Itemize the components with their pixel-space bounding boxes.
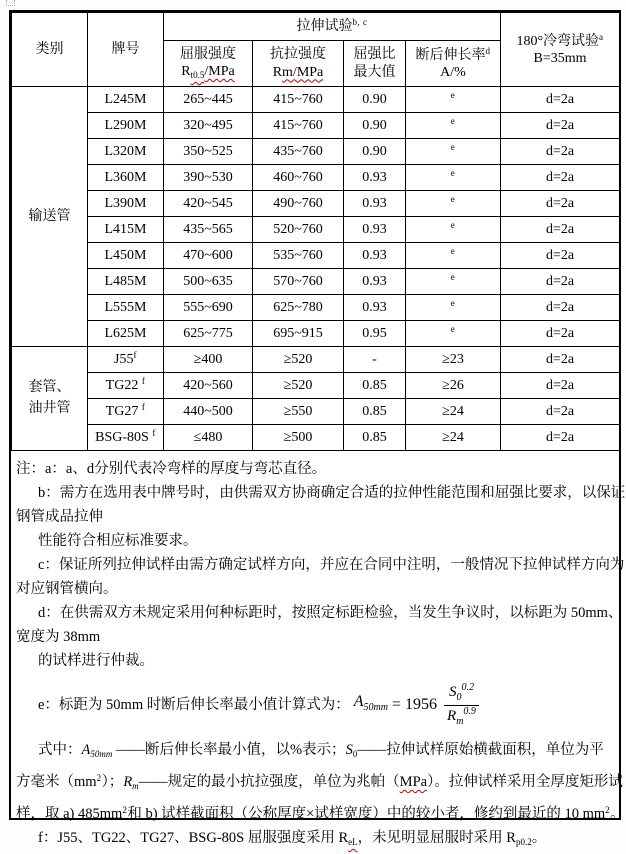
table-row bbox=[12, 87, 620, 113]
header-grade: 牌号 bbox=[88, 13, 164, 87]
category-cell-casing-oil-well-pipe: 套管、 油井管 bbox=[12, 347, 88, 451]
tensile-cell: 415~760 bbox=[253, 113, 344, 139]
tensile-cell: 415~760 bbox=[253, 87, 344, 113]
table-row bbox=[12, 165, 620, 191]
note-a: 注：a：a、d分别代表冷弯样的厚度与弯芯直径。 bbox=[16, 461, 327, 477]
bend-cell: d=2a bbox=[501, 87, 620, 113]
tensile-group-label: 拉伸试验 bbox=[296, 19, 353, 35]
ratio-cell: 0.93 bbox=[344, 269, 406, 295]
bend-cell: d=2a bbox=[501, 399, 620, 425]
bend-cell: d=2a bbox=[501, 139, 620, 165]
formula-denominator: $R_m^{0.9}$ bbox=[447, 705, 476, 727]
note-b-cont2: 性能符合相应标准要求。 bbox=[38, 533, 198, 549]
bend-cell: d=2a bbox=[501, 269, 620, 295]
grade-cell: L320M bbox=[88, 139, 164, 165]
bend-cell: d=2a bbox=[501, 217, 620, 243]
table-row bbox=[12, 217, 620, 243]
ratio-cell: 0.93 bbox=[344, 165, 406, 191]
elongation-cell: e bbox=[406, 139, 501, 165]
elongation-cell: ≥24 bbox=[406, 425, 501, 451]
grade-cell: L245M bbox=[88, 87, 164, 113]
ratio-cell: 0.93 bbox=[344, 295, 406, 321]
ratio-cell: 0.90 bbox=[344, 113, 406, 139]
grade-cell: L360M bbox=[88, 165, 164, 191]
tensile-cell: 520~760 bbox=[253, 217, 344, 243]
elongation-cell: ≥24 bbox=[406, 399, 501, 425]
bend-cell: d=2a bbox=[501, 425, 620, 451]
table-row bbox=[12, 113, 620, 139]
bend-cell: d=2a bbox=[501, 113, 620, 139]
table-row bbox=[12, 425, 620, 451]
elongation-cell: ≥23 bbox=[406, 347, 501, 373]
tensile-cell: 435~760 bbox=[253, 139, 344, 165]
note-d: d：在供需双方未规定采用何种标距时，按照定标距检验，当发生争议时，以标距为 50mm、 bbox=[38, 605, 623, 621]
yield-ratio-subtitle: 最大值 bbox=[353, 64, 396, 80]
formula-numerator: $S_0^{0.2}$ bbox=[444, 683, 479, 706]
tensile-cell: ≥550 bbox=[253, 399, 344, 425]
formula-fraction bbox=[444, 683, 479, 727]
bend-cell: d=2a bbox=[501, 347, 620, 373]
note-formula-legend-cont: 方毫米$(mm^2)$；$R_m——$规定的最小抗拉强度，单位为兆帕（MPa）。拉伸试样采用全厚度矩形试 bbox=[16, 773, 623, 791]
table-row bbox=[12, 139, 620, 165]
header-yield-ratio bbox=[344, 41, 406, 87]
elongation-cell: e bbox=[406, 113, 501, 139]
grade-cell: J55$^f$ bbox=[88, 347, 164, 373]
tensile-strength-title: 抗拉强度 bbox=[270, 47, 326, 62]
formula-equals: = 1956 bbox=[391, 696, 438, 713]
note-f: f：J55、TG22、TG27、BSG-80S 屈服强度采用 $R_{eL}$，未见明显屈服时采用 $R_{p0.2}$。 bbox=[38, 830, 547, 847]
category-cell-transport-pipe: 输送管 bbox=[12, 87, 88, 347]
yield-cell: 500~635 bbox=[164, 269, 253, 295]
ratio-cell: 0.90 bbox=[344, 139, 406, 165]
tensile-cell: 535~760 bbox=[253, 243, 344, 269]
elongation-cell: e bbox=[406, 295, 501, 321]
yield-strength-symbol: $R_{t0.5}$/MPa bbox=[181, 64, 235, 81]
grade-cell: L290M bbox=[88, 113, 164, 139]
table-row bbox=[12, 243, 620, 269]
ratio-cell: 0.93 bbox=[344, 191, 406, 217]
yield-cell: 420~545 bbox=[164, 191, 253, 217]
elongation-title: 断后伸长率$^d$ bbox=[415, 45, 491, 63]
yield-cell: 420~560 bbox=[164, 373, 253, 399]
bend-cell: d=2a bbox=[501, 243, 620, 269]
note-formula-legend-cont2: 样，取 a) $485mm^2$和 b) 试样截面积（公称厚度×试样宽度）中的较小者，修约到最近的 10 $mm^2$。 bbox=[16, 805, 625, 822]
formula-lhs: $A_{50mm}$ bbox=[353, 693, 388, 713]
grade-cell: L485M bbox=[88, 269, 164, 295]
yield-cell: 440~500 bbox=[164, 399, 253, 425]
elongation-formula bbox=[354, 683, 479, 727]
note-d-cont: 宽度为 38mm bbox=[16, 629, 101, 645]
formula-prefix: e：标距为 50mm 时断后伸长率最小值计算式为： bbox=[38, 697, 350, 713]
header-tensile-strength bbox=[253, 41, 344, 87]
yield-cell: 625~775 bbox=[164, 321, 253, 347]
grade-cell: L390M bbox=[88, 191, 164, 217]
page-corner-artifact bbox=[6, 0, 15, 6]
ratio-cell: 0.85 bbox=[344, 399, 406, 425]
ratio-cell: - bbox=[344, 347, 406, 373]
header-elongation bbox=[406, 41, 501, 87]
grade-cell: L555M bbox=[88, 295, 164, 321]
table-row bbox=[12, 399, 620, 425]
cold-bend-title: 180°冷弯试验$^a$ bbox=[516, 31, 604, 49]
header-category: 类别 bbox=[12, 13, 88, 87]
ratio-cell: 0.85 bbox=[344, 373, 406, 399]
elongation-cell: e bbox=[406, 243, 501, 269]
yield-cell: 555~690 bbox=[164, 295, 253, 321]
pipe-spec-table bbox=[11, 12, 620, 451]
elongation-cell: e bbox=[406, 165, 501, 191]
note-d-cont2: 的试样进行仲裁。 bbox=[38, 653, 154, 669]
note-b: b：需方在选用表中牌号时，由供需双方协商确定合适的拉伸性能范围和屈强比要求，以保证 bbox=[38, 485, 626, 501]
note-e-formula bbox=[16, 680, 613, 730]
footnotes-section bbox=[11, 451, 626, 854]
elongation-symbol: A/% bbox=[440, 65, 466, 80]
yield-cell: 470~600 bbox=[164, 243, 253, 269]
note-b-cont: 钢管成品拉伸 bbox=[16, 509, 103, 525]
tensile-cell: ≥520 bbox=[253, 347, 344, 373]
grade-cell: L415M bbox=[88, 217, 164, 243]
ratio-cell: 0.95 bbox=[344, 321, 406, 347]
header-tensile-test-group bbox=[164, 13, 501, 41]
grade-cell: L625M bbox=[88, 321, 164, 347]
yield-cell: 265~445 bbox=[164, 87, 253, 113]
note-c: c：保证所列拉伸试样由需方确定试样方向，并应在合同中注明，一般情况下拉伸试样方向为 bbox=[38, 557, 625, 573]
yield-cell: 350~525 bbox=[164, 139, 253, 165]
ratio-cell: 0.93 bbox=[344, 243, 406, 269]
bend-cell: d=2a bbox=[501, 191, 620, 217]
tensile-cell: 625~780 bbox=[253, 295, 344, 321]
ratio-cell: 0.93 bbox=[344, 217, 406, 243]
tensile-strength-symbol: Rm/MPa bbox=[272, 64, 324, 80]
table-row bbox=[12, 321, 620, 347]
header-yield-strength bbox=[164, 41, 253, 87]
yield-ratio-title: 屈强比 bbox=[353, 47, 396, 62]
tensile-group-footnote-mark: b, c bbox=[352, 17, 368, 28]
tensile-cell: 490~760 bbox=[253, 191, 344, 217]
yield-cell: ≥400 bbox=[164, 347, 253, 373]
tensile-cell: ≥500 bbox=[253, 425, 344, 451]
yield-cell: 435~565 bbox=[164, 217, 253, 243]
grade-cell: BSG-80S $^f$ bbox=[88, 425, 164, 451]
grade-cell: TG27 $^f$ bbox=[88, 399, 164, 425]
cold-bend-spec: B=35mm bbox=[533, 51, 587, 66]
elongation-cell: ≥26 bbox=[406, 373, 501, 399]
tensile-cell: 695~915 bbox=[253, 321, 344, 347]
yield-strength-title: 屈服强度 bbox=[180, 46, 236, 62]
table-row bbox=[12, 373, 620, 399]
tensile-cell: 460~760 bbox=[253, 165, 344, 191]
table-row bbox=[12, 295, 620, 321]
table-row bbox=[12, 269, 620, 295]
header-cold-bend bbox=[501, 13, 620, 87]
yield-cell: 390~530 bbox=[164, 165, 253, 191]
elongation-cell: e bbox=[406, 321, 501, 347]
elongation-cell: e bbox=[406, 191, 501, 217]
yield-cell: ≤480 bbox=[164, 425, 253, 451]
ratio-cell: 0.90 bbox=[344, 87, 406, 113]
yield-cell: 320~495 bbox=[164, 113, 253, 139]
grade-cell: L450M bbox=[88, 243, 164, 269]
bend-cell: d=2a bbox=[501, 165, 620, 191]
tensile-cell: 570~760 bbox=[253, 269, 344, 295]
ratio-cell: 0.85 bbox=[344, 425, 406, 451]
elongation-cell: e bbox=[406, 87, 501, 113]
note-formula-legend: 式中：$A_{50mm}$ ——断后伸长率最小值，以%表示；$S_0——$拉伸试样原始横截面积，单位为平 bbox=[38, 742, 604, 759]
table-row bbox=[12, 191, 620, 217]
tensile-cell: ≥520 bbox=[253, 373, 344, 399]
note-c-cont: 对应钢管横向。 bbox=[16, 581, 118, 597]
document-sheet bbox=[9, 10, 626, 847]
bend-cell: d=2a bbox=[501, 373, 620, 399]
elongation-cell: e bbox=[406, 217, 501, 243]
bend-cell: d=2a bbox=[501, 295, 620, 321]
bend-cell: d=2a bbox=[501, 321, 620, 347]
grade-cell: TG22 $^f$ bbox=[88, 373, 164, 399]
table-row bbox=[12, 347, 620, 373]
elongation-cell: e bbox=[406, 269, 501, 295]
